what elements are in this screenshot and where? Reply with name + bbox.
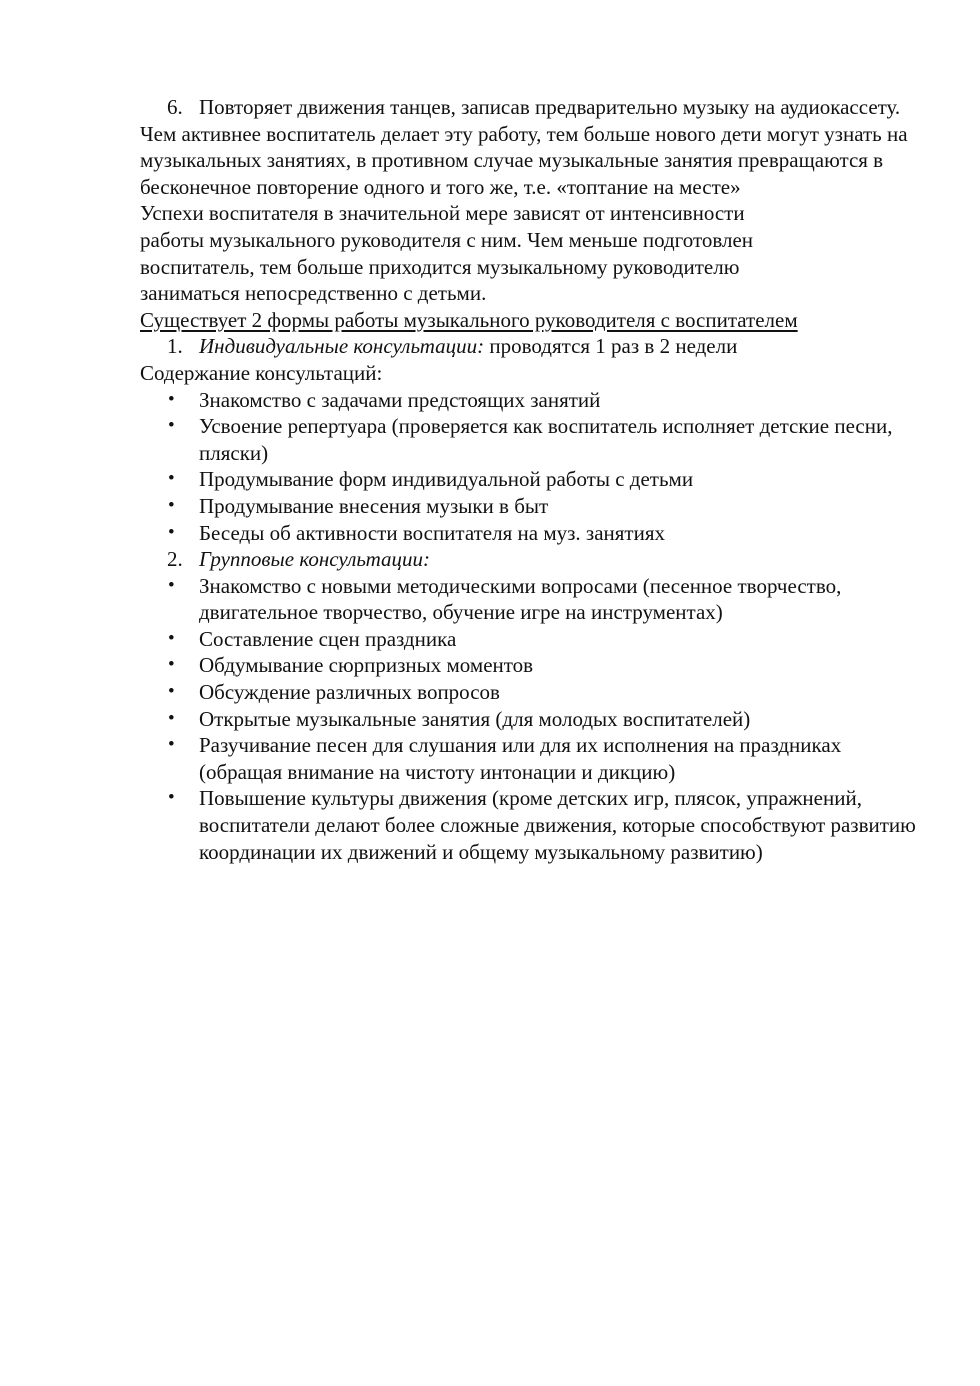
bullet-icon: • [168,521,175,543]
bullet-icon: • [168,734,175,756]
bullet-item [140,679,920,706]
bullet-text: Усвоение репертуара (проверяется как воспитатель исполняет детские песни, пляски) [199,414,893,465]
bullet-icon: • [168,707,175,729]
bullet-icon: • [168,415,175,437]
bullet-icon: • [168,681,175,703]
bullet-icon: • [168,388,175,410]
bullet-icon: • [168,627,175,649]
bullet-text: Обсуждение различных вопросов [199,680,500,705]
bullet-text: Повышение культуры движения (кроме детских игр, плясок, упражнений, воспитатели делают более сложные движения, которые способствуют развитию координации их движений и общему музыкальному развитию) [199,786,916,864]
paragraph-line: Успехи воспитателя в значительной мере зависят от интенсивности [140,201,745,226]
content-heading: Содержание консультаций: [140,360,383,385]
bullet-item [140,520,920,547]
document-page [140,94,920,865]
paragraph: Чем активнее воспитатель делает эту работу, тем больше нового дети могут узнать на музыкальных занятиях, в противном случае музыкальные занятия превращаются в бесконечное повторение одного и того же, т.е. «топтание на месте» [140,121,908,199]
bullet-text: Составление сцен праздника [199,626,457,651]
bullet-text: Продумывание форм индивидуальной работы с детьми [199,467,694,492]
bullet-text: Продумывание внесения музыки в быт [199,493,549,518]
bullet-icon: • [168,494,175,516]
paragraph-line: воспитатель, тем больше приходится музыкальному руководителю [140,254,740,279]
list-number: 1. [167,334,183,359]
item-text: проводятся 1 раз в 2 недели [484,334,738,359]
bullet-item [140,573,920,626]
bullet-item [140,652,920,679]
bullet-text: Разучивание песен для слушания или для их исполнения на праздниках (обращая внимание на чистоту интонации и дикцию) [199,733,842,784]
bullet-item [140,413,920,466]
bullet-icon: • [168,787,175,809]
paragraph-lines [140,200,920,306]
numbered-item-2 [140,546,920,573]
bullet-text: Знакомство с новыми методическими вопросами (песенное творчество, двигательное творчество, обучение игре на инструментах) [199,573,842,625]
bullet-text: Открытые музыкальные занятия (для молодых воспитателей) [199,706,751,731]
list-item-text: Повторяет движения танцев, записав предварительно музыку на аудиокассету. [199,95,901,119]
numbered-item-1 [140,333,920,360]
bullet-icon: • [168,468,175,490]
bullet-text: Беседы об активности воспитателя на муз. занятиях [199,520,665,545]
bullet-item [140,732,920,785]
section-heading: Существует 2 формы работы музыкального руководителя с воспитателем [140,307,798,332]
individual-bullet-list [140,387,920,547]
list-number: 2. [167,547,183,572]
numbered-item-6 [140,94,920,121]
item-title: Индивидуальные консультации: [199,334,485,359]
bullet-icon: • [168,574,175,596]
paragraph-line: заниматься непосредственно с детьми. [140,281,487,306]
bullet-item [140,785,920,865]
list-number: 6. [167,95,183,119]
bullet-item [140,466,920,493]
group-bullet-list [140,573,920,866]
bullet-item [140,706,920,733]
paragraph-line: работы музыкального руководителя с ним. Чем меньше подготовлен [140,227,754,252]
bullet-text: Обдумывание сюрпризных моментов [199,653,534,678]
bullet-icon: • [168,654,175,676]
item-title: Групповые консультации: [199,547,431,572]
bullet-text: Знакомство с задачами предстоящих занятий [199,387,601,412]
bullet-item [140,493,920,520]
bullet-item [140,626,920,653]
bullet-item [140,387,920,414]
